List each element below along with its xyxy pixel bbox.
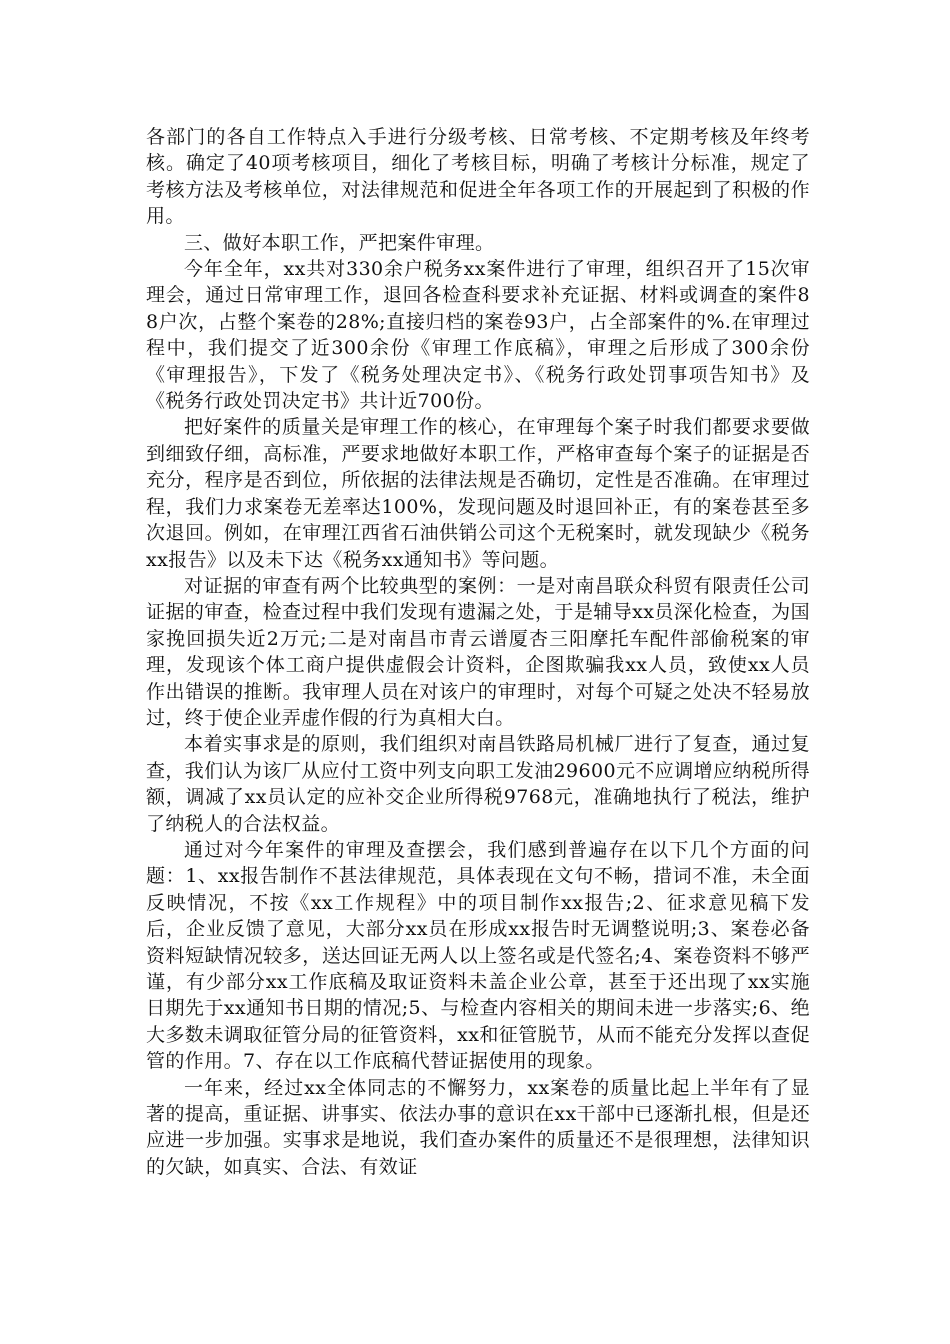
section-heading-case-review: 三、做好本职工作，严把案件审理。 <box>184 231 495 254</box>
paragraph-annual-review-stats: 今年全年，xx共对330余户税务xx案件进行了审理，组织召开了15次审理会，通过日常审理工作，退回各检查科要求补充证据、材料或调查的案件88户次，占整个案卷的28%;直接归档的案卷93户，占全部案件的%.在审理过程中，我们提交了近300余份《审理工作底稿》，审理之后形成了300余份《审理报告》，下发了《税务处理决定书》、《税务行政处罚事项告知书》及《税务行政处罚决定书》共计近700份。 <box>146 258 810 413</box>
paragraph-quality-control: 把好案件的质量关是审理工作的核心，在审理每个案子时我们都要求要做到细致仔细，高标准，严要求地做好本职工作，严格审查每个案子的证据是否充分，程序是否到位，所依据的法律法规是否确切，定性是否准确。在审理过程，我们力求案卷无差率达100%，发现问题及时退回补正，有的案卷甚至多次退回。例如，在审理江西省石油供销公司这个无税案时，就发现缺少《税务xx报告》以及未下达《税务xx通知书》等问题。 <box>146 416 810 571</box>
paragraph-assessment-system: 各部门的各自工作特点入手进行分级考核、日常考核、不定期考核及年终考核。确定了40项考核项目，细化了考核目标，明确了考核计分标准，规定了考核方法及考核单位，对法律规范和促进全年各项工作的开展起到了积极的作用。 <box>146 126 810 228</box>
paragraph-annual-summary: 一年来，经过xx全体同志的不懈努力，xx案卷的质量比起上半年有了显著的提高，重证据、讲事实、依法办事的意识在xx干部中已逐渐扎根，但是还应进一步加强。实事求是地说，我们查办案件的质量还不是很理想，法律知识的欠缺，如真实、合法、有效证 <box>146 1076 810 1178</box>
paragraph-evidence-cases: 对证据的审查有两个比较典型的案例：一是对南昌联众科贸有限责任公司证据的审查，检查过程中我们发现有遗漏之处，于是辅导xx员深化检查，为国家挽回损失近2万元;二是对南昌市青云谱厦杏三阳摩托车配件部偷税案的审理，发现该个体工商户提供虚假会计资料，企图欺骗我xx人员，致使xx人员作出错误的推断。我审理人员在对该户的审理时，对每个可疑之处决不轻易放过，终于使企业弄虚作假的行为真相大白。 <box>146 574 810 729</box>
document-body <box>146 124 810 1180</box>
paragraph-problems-list: 通过对今年案件的审理及查摆会，我们感到普遍存在以下几个方面的问题：1、xx报告制作不甚法律规范，具体表现在文句不畅，措词不准，未全面反映情况，不按《xx工作规程》中的项目制作xx报告;2、征求意见稿下发后，企业反馈了意见，大部分xx员在形成xx报告时无调整说明;3、案卷必备资料短缺情况较多，送达回证无两人以上签名或是代签名;4、案卷资料不够严谨，有少部分xx工作底稿及取证资料未盖企业公章，甚至于还出现了xx实施日期先于xx通知书日期的情况;5、与检查内容相关的期间未进一步落实;6、绝大多数未调取征管分局的征管资料，xx和征管脱节，从而不能充分发挥以查促管的作用。7、存在以工作底稿代替证据使用的现象。 <box>146 838 810 1073</box>
paragraph-reexamination: 本着实事求是的原则，我们组织对南昌铁路局机械厂进行了复查，通过复查，我们认为该厂从应付工资中列支向职工发油29600元不应调增应纳税所得额，调减了xx员认定的应补交企业所得税9768元，准确地执行了税法，维护了纳税人的合法权益。 <box>146 733 810 835</box>
